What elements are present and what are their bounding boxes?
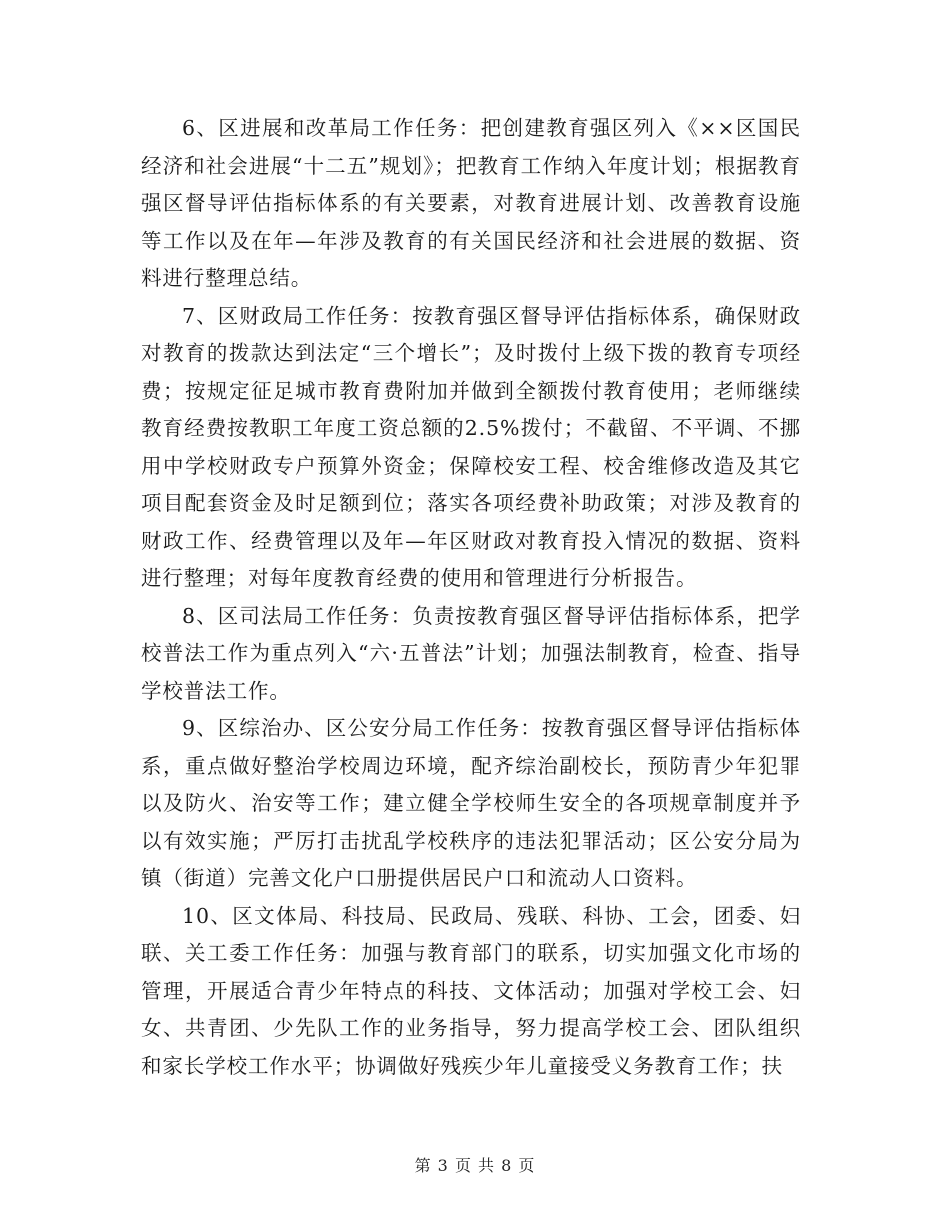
paragraph-8: 8、区司法局工作任务：负责按教育强区督导评估指标体系，把学校普法工作为重点列入“六·五普法”计划；加强法制教育，检查、指导学校普法工作。 <box>141 603 801 703</box>
document-body <box>141 110 801 1085</box>
paragraph-9: 9、区综治办、区公安分局工作任务：按教育强区督导评估指标体系，重点做好整治学校周边环境，配齐综治副校长，预防青少年犯罪以及防火、治安等工作；建立健全学校师生安全的各项规章制度并予以有效实施；严厉打击扰乱学校秩序的违法犯罪活动；区公安分局为镇（街道）完善文化户口册提供居民户口和流动人口资料。 <box>141 716 801 890</box>
paragraph-6: 6、区进展和改革局工作任务：把创建教育强区列入《××区国民经济和社会进展“十二五”规划》；把教育工作纳入年度计划；根据教育强区督导评估指标体系的有关要素，对教育进展计划、改善教育设施等工作以及在年—年涉及教育的有关国民经济和社会进展的数据、资料进行整理总结。 <box>141 116 801 290</box>
page-footer: 第 3 页 共 8 页 <box>414 1156 536 1175</box>
paragraph-10: 10、区文体局、科技局、民政局、残联、科协、工会，团委、妇联、关工委工作任务：加强与教育部门的联系，切实加强文化市场的管理，开展适合青少年特点的科技、文体活动；加强对学校工会、妇女、共青团、少先队工作的业务指导，努力提高学校工会、团队组织和家长学校工作水平；协调做好残疾少年儿童接受义务教育工作；扶 <box>141 903 801 1078</box>
paragraph-7: 7、区财政局工作任务：按教育强区督导评估指标体系，确保财政对教育的拨款达到法定“三个增长”；及时拨付上级下拨的教育专项经费；按规定征足城市教育费附加并做到全额拨付教育使用；老师继续教育经费按教职工年度工资总额的2.5%拨付；不截留、不平调、不挪用中学校财政专户预算外资金；保障校安工程、校舍维修改造及其它项目配套资金及时足额到位；落实各项经费补助政策；对涉及教育的财政工作、经费管理以及年—年区财政对教育投入情况的数据、资料进行整理；对每年度教育经费的使用和管理进行分析报告。 <box>141 303 801 590</box>
